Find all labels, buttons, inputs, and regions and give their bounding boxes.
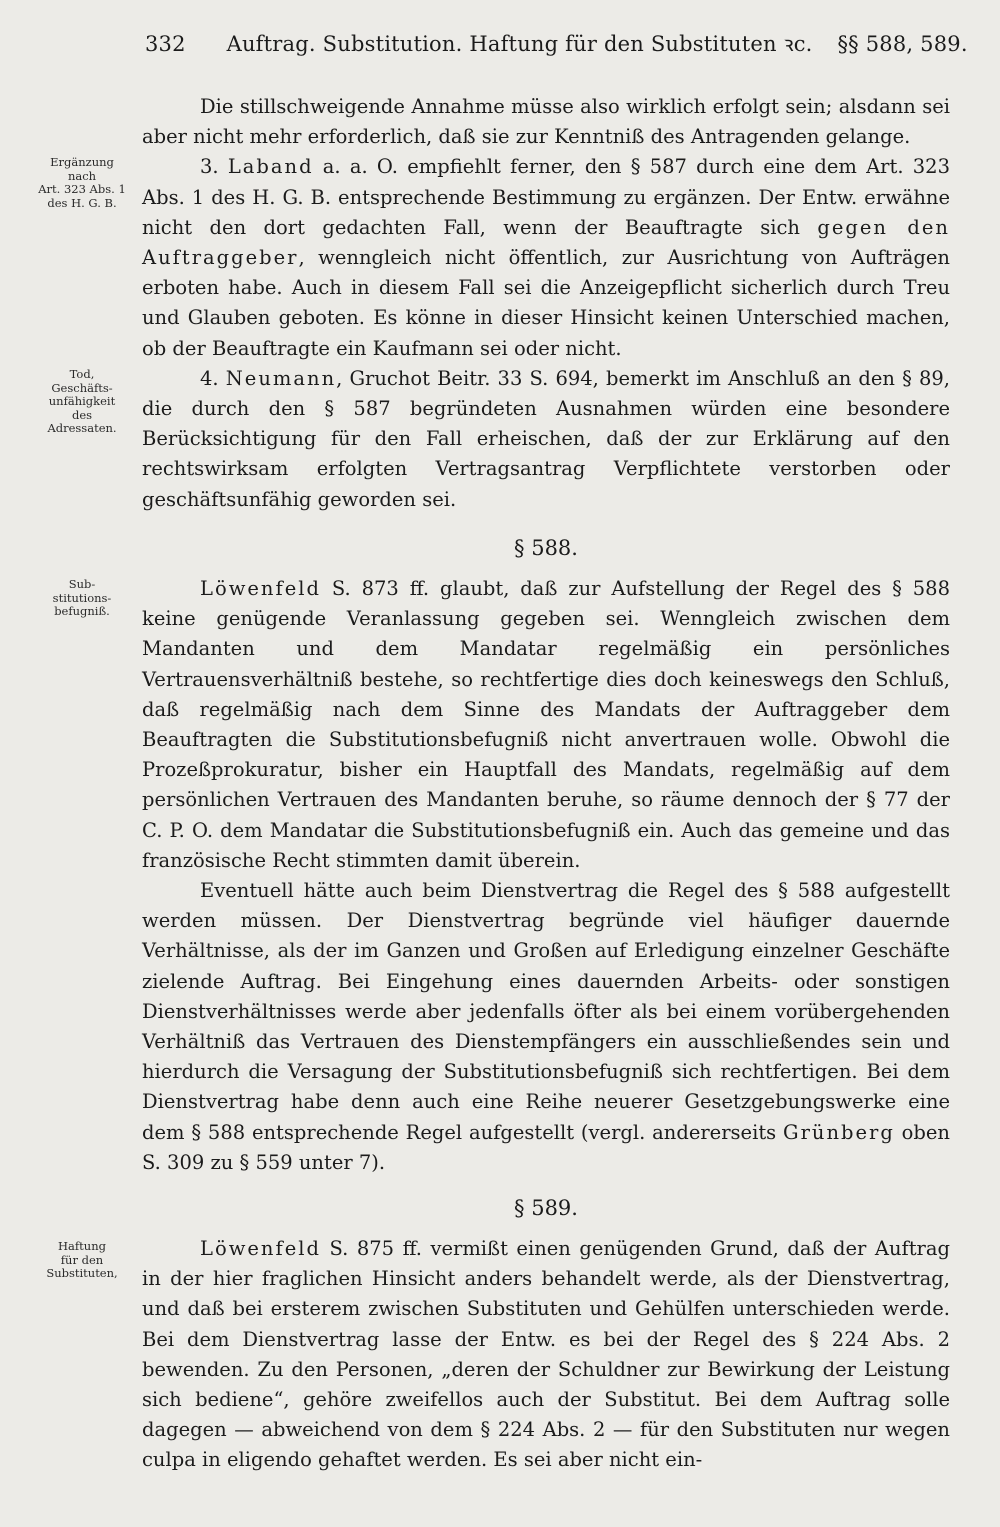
- paragraph-eventuell: [142, 876, 950, 1178]
- section-heading-589: § 589.: [514, 1196, 578, 1220]
- text-block-589: [142, 1234, 950, 1476]
- margin-note-tod: [22, 368, 142, 436]
- paragraph-text: S. 875 ff. vermißt einen genügenden Grund, daß der Auftrag in der hier fraglichen Hinsicht anders behandelt werde, als der Dienstvertrag, und daß bei ersterem zwischen Substituten und Gehülfen unterschieden werde. Bei dem Dienstvertrag lasse der Entw. es bei der Regel des § 224 Abs. 2 bewenden. Zu den Personen, „deren der Schuldner zur Bewirkung der Leistung sich bediene“, gehöre zweifellos auch der Substitut. Bei dem Auftrag solle dagegen — abweichend von dem § 224 Abs. 2 — für den Substituten nur wegen culpa in eligendo gehaftet werden. Es sei aber nicht ein-: [142, 1237, 950, 1472]
- margin-note-line: Adressaten.: [47, 421, 117, 435]
- margin-note-line: für den: [60, 1252, 104, 1267]
- margin-note-line: Ergänzung: [50, 155, 114, 169]
- paragraph-loewenfeld-589: [142, 1234, 950, 1476]
- emphasized-text: gegen den Auftraggeber: [142, 215, 950, 270]
- paragraph-neumann: [142, 364, 950, 515]
- item-number: 4.: [200, 366, 219, 390]
- margin-note-line: unfähigkeit: [48, 394, 116, 408]
- author-name: Löwenfeld: [200, 1237, 321, 1260]
- running-header: [145, 30, 968, 58]
- paragraph-text: a. a. O. empfiehlt ferner, den § 587 durch eine dem Art. 323 Abs. 1 des H. G. B. entsprechende Bestimmung zu ergänzen. Der Entw. erwähne nicht den dort gedachten Fall, wenn der Beauftragte sich: [142, 155, 950, 239]
- margin-note-line: nach: [67, 168, 97, 183]
- margin-note-line: Art. 323 Abs. 1: [38, 182, 126, 196]
- paragraph-text: oben S. 309 zu § 559 unter 7).: [142, 1120, 950, 1174]
- margin-note-line: Sub-: [68, 577, 96, 591]
- paragraph: Die stillschweigende Annahme müsse also wirklich erfolgt sein; alsdann sei aber nicht mehr erforderlich, daß sie zur Kenntniß des Antragenden gelange.: [142, 95, 950, 149]
- text-block-588: [142, 574, 950, 1178]
- margin-note-haftung: [22, 1240, 142, 1281]
- paragraph-laband: [142, 152, 950, 363]
- section-heading-588: § 588.: [514, 536, 578, 560]
- running-title: Auftrag. Substitution. Haftung für den Substituten ꝛc.: [226, 32, 813, 56]
- margin-note-line: Geschäfts-: [51, 380, 113, 395]
- paragraph-text: , wenngleich nicht öffentlich, zur Ausrichtung von Aufträgen erboten habe. Auch in diesem Fall sei die Anzeigepflicht sicherlich durch Treu und Glauben geboten. Es könne in dieser Hinsicht keinen Unterschied machen, ob der Beauftragte ein Kaufmann sei oder nicht.: [142, 246, 950, 360]
- margin-note-line: Haftung: [58, 1239, 106, 1253]
- text-block-intro: [142, 92, 950, 515]
- margin-note-line: des: [71, 407, 93, 422]
- page-number: 332: [145, 32, 186, 56]
- margin-note-line: Tod,: [69, 367, 95, 381]
- paragraph-text: S. 873 ff. glaubt, daß zur Aufstellung der Regel des § 588 keine genügende Veranlassung gegeben sei. Wenngleich zwischen dem Mandanten und dem Mandatar regelmäßig ein persönliches Vertrauensverhältniß bestehe, so rechtfertige dies doch keineswegs den Schluß, daß regelmäßig nach dem Sinne des Mandats der Auftraggeber dem Beauftragten die Substitutionsbefugniß nicht anvertrauen wolle. Obwohl die Prozeßprokuratur, bisher ein Hauptfall des Mandats, regelmäßig auf dem persönlichen Vertrauen des Mandanten beruhe, so räume dennoch der § 77 der C. P. O. dem Mandatar die Substitutionsbefugniß ein. Auch das gemeine und das französische Recht stimmten damit überein.: [142, 577, 950, 872]
- author-name: Laband: [227, 155, 314, 179]
- paragraph-text: Eventuell hätte auch beim Dienstvertrag die Regel des § 588 aufgestellt werden müssen. Der Dienstvertrag begründe viel häufiger dauernde Verhältnisse, als der im Ganzen und Großen auf Erledigung einzelner Geschäfte zielende Auftrag. Bei Eingehung eines dauernden Arbeits- oder sonstigen Dienstverhältnisses werde aber jedenfalls öfter als bei einem vorübergehenden Verhältniß das Vertrauen des Dienstempfängers ein ausschließendes sein und hierdurch die Versagung der Substitutionsbefugniß sich rechtfertigen. Bei dem Dienstvertrag habe denn auch eine Reihe neuerer Gesetzgebungswerke eine dem § 588 entsprechende Regel aufgestellt (vergl. andererseits: [142, 879, 950, 1144]
- author-name: Neumann: [225, 366, 337, 390]
- margin-note-substitutionsbefugnis: [22, 578, 142, 619]
- paragraph-loewenfeld: [142, 574, 950, 876]
- margin-note-line: des H. G. B.: [47, 195, 117, 210]
- header-sections: §§ 588, 589.: [837, 32, 968, 56]
- author-name: Löwenfeld: [200, 577, 321, 600]
- margin-note-line: stitutions-: [52, 590, 112, 605]
- margin-note-line: Substituten,: [46, 1266, 118, 1280]
- item-number: 3.: [200, 155, 219, 179]
- paragraph-text: , Gruchot Beitr. 33 S. 694, bemerkt im Anschluß an den § 89, die durch den § 587 begründeten Ausnahmen würden eine besondere Berücksichtigung für den Fall erheischen, daß der zur Erklärung auf den rechtswirksam erfolgten Vertragsantrag Verpflichtete verstorben oder geschäftsunfähig geworden sei.: [142, 366, 950, 511]
- margin-note-line: befugniß.: [54, 604, 110, 618]
- margin-note-ergaenzung: [22, 156, 142, 210]
- author-name: Grünberg: [783, 1120, 895, 1144]
